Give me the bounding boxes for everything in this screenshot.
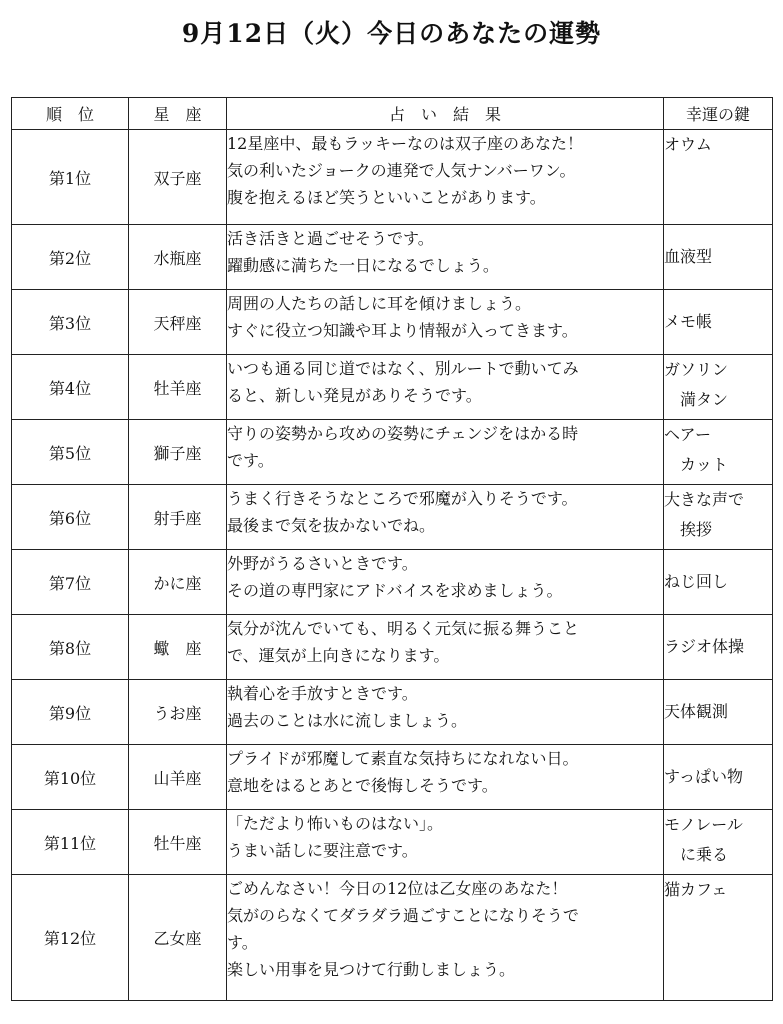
result-cell bbox=[227, 130, 664, 225]
lucky-key-line: ガソリン bbox=[664, 360, 729, 379]
table-row bbox=[12, 810, 773, 875]
lucky-key-line: 挨拶 bbox=[680, 520, 713, 539]
result-line: で、運気が上向きになります。 bbox=[227, 646, 450, 665]
lucky-key-line: 血液型 bbox=[664, 247, 713, 266]
result-cell bbox=[227, 485, 664, 550]
sign-cell: 双子座 bbox=[129, 130, 227, 225]
result-cell bbox=[227, 290, 664, 355]
table-row bbox=[12, 130, 773, 225]
fortune-table bbox=[11, 97, 773, 1001]
rank-cell: 第5位 bbox=[12, 420, 129, 485]
rank-cell: 第4位 bbox=[12, 355, 129, 420]
result-line: プライドが邪魔して素直な気持ちになれない日。 bbox=[227, 749, 579, 768]
result-line: 気の利いたジョークの連発で人気ナンバーワン。 bbox=[227, 161, 576, 180]
lucky-key-line: 満タン bbox=[680, 390, 729, 409]
table-row bbox=[12, 355, 773, 420]
lucky-key-line: 猫カフェ bbox=[664, 880, 728, 899]
lucky-key-line: すっぱい物 bbox=[664, 767, 744, 786]
lucky-key-line: ラジオ体操 bbox=[664, 637, 745, 656]
lucky-key-line: に乗る bbox=[680, 845, 729, 864]
result-line: 外野がうるさいときです。 bbox=[227, 554, 418, 573]
table-row bbox=[12, 550, 773, 615]
result-line: 「ただより怖いものはない」。 bbox=[227, 814, 444, 833]
sign-cell: 水瓶座 bbox=[129, 225, 227, 290]
result-line: です。 bbox=[227, 451, 274, 470]
lucky-key-cell bbox=[664, 130, 773, 225]
lucky-key-cell bbox=[664, 615, 773, 680]
rank-cell: 第3位 bbox=[12, 290, 129, 355]
sign-cell: 蠍 座 bbox=[129, 615, 227, 680]
sign-cell: うお座 bbox=[129, 680, 227, 745]
result-line: うまく行きそうなところで邪魔が入りそうです。 bbox=[227, 489, 578, 508]
sign-cell: かに座 bbox=[129, 550, 227, 615]
rank-cell: 第1位 bbox=[12, 130, 129, 225]
lucky-key-cell bbox=[664, 225, 773, 290]
sign-cell: 乙女座 bbox=[129, 875, 227, 1001]
result-line: 守りの姿勢から攻めの姿勢にチェンジをはかる時 bbox=[227, 424, 579, 443]
result-line: 執着心を手放すときです。 bbox=[227, 684, 418, 703]
rank-cell: 第11位 bbox=[12, 810, 129, 875]
result-cell bbox=[227, 875, 664, 1001]
header-sign: 星 座 bbox=[129, 98, 227, 130]
result-cell bbox=[227, 420, 664, 485]
result-cell bbox=[227, 680, 664, 745]
table-row bbox=[12, 875, 773, 1001]
lucky-key-line: 天体観測 bbox=[664, 702, 729, 721]
table-row bbox=[12, 225, 773, 290]
header-rank: 順 位 bbox=[12, 98, 129, 130]
result-line: うまい話しに要注意です。 bbox=[227, 841, 418, 860]
table-row bbox=[12, 745, 773, 810]
sign-cell: 牡羊座 bbox=[129, 355, 227, 420]
lucky-key-cell bbox=[664, 810, 773, 875]
result-cell bbox=[227, 550, 664, 615]
lucky-key-line: カット bbox=[680, 455, 728, 474]
result-cell bbox=[227, 810, 664, 875]
result-line: 意地をはるとあとで後悔しそうです。 bbox=[227, 776, 498, 795]
table-row bbox=[12, 485, 773, 550]
lucky-key-line: 大きな声で bbox=[664, 490, 745, 509]
result-line: 周囲の人たちの話しに耳を傾けましょう。 bbox=[227, 294, 532, 313]
lucky-key-cell bbox=[664, 355, 773, 420]
result-line: その道の専門家にアドバイスを求めましょう。 bbox=[227, 581, 563, 600]
lucky-key-cell bbox=[664, 290, 773, 355]
lucky-key-cell bbox=[664, 420, 773, 485]
result-line: 躍動感に満ちた一日になるでしょう。 bbox=[227, 256, 499, 275]
rank-cell: 第7位 bbox=[12, 550, 129, 615]
lucky-key-cell bbox=[664, 550, 773, 615]
lucky-key-line: メモ帳 bbox=[664, 312, 713, 331]
header-key: 幸運の鍵 bbox=[664, 98, 773, 130]
result-line: 過去のことは水に流しましょう。 bbox=[227, 711, 468, 730]
result-line: 気がのらなくてダラダラ過ごすことになりそうで bbox=[227, 906, 579, 925]
lucky-key-line: オウム bbox=[664, 135, 712, 154]
sign-cell: 山羊座 bbox=[129, 745, 227, 810]
sign-cell: 射手座 bbox=[129, 485, 227, 550]
sign-cell: 牡牛座 bbox=[129, 810, 227, 875]
result-line: 楽しい用事を見つけて行動しましょう。 bbox=[227, 960, 516, 979]
rank-cell: 第8位 bbox=[12, 615, 129, 680]
table-row bbox=[12, 420, 773, 485]
result-cell bbox=[227, 745, 664, 810]
result-line: 腹を抱えるほど笑うといいことがあります。 bbox=[227, 188, 546, 207]
lucky-key-cell bbox=[664, 485, 773, 550]
table-row bbox=[12, 615, 773, 680]
result-line: 気分が沈んでいても、明るく元気に振る舞うこと bbox=[227, 619, 580, 638]
result-line: すぐに役立つ知識や耳より情報が入ってきます。 bbox=[227, 321, 578, 340]
lucky-key-cell bbox=[664, 875, 773, 1001]
sign-cell: 獅子座 bbox=[129, 420, 227, 485]
rank-cell: 第9位 bbox=[12, 680, 129, 745]
rank-cell: 第2位 bbox=[12, 225, 129, 290]
rank-cell: 第12位 bbox=[12, 875, 129, 1001]
table-row bbox=[12, 290, 773, 355]
lucky-key-line: ヘアー bbox=[664, 425, 712, 444]
page-title: 9月12日（火）今日のあなたの運勢 bbox=[181, 19, 602, 48]
result-line: ごめんなさい！今日の12位は乙女座のあなた！ bbox=[227, 879, 568, 898]
rank-cell: 第6位 bbox=[12, 485, 129, 550]
sign-cell: 天秤座 bbox=[129, 290, 227, 355]
result-cell bbox=[227, 615, 664, 680]
result-cell bbox=[227, 225, 664, 290]
result-line: 活き活きと過ごせそうです。 bbox=[227, 229, 434, 248]
rank-cell: 第10位 bbox=[12, 745, 129, 810]
result-line: ると、新しい発見がありそうです。 bbox=[227, 386, 482, 405]
result-line: 最後まで気を抜かないでね。 bbox=[227, 516, 436, 535]
lucky-key-cell bbox=[664, 680, 773, 745]
table-header-row bbox=[12, 98, 773, 130]
header-result: 占 い 結 果 bbox=[227, 98, 664, 130]
lucky-key-cell bbox=[664, 745, 773, 810]
lucky-key-line: ねじ回し bbox=[664, 572, 729, 591]
result-line: す。 bbox=[227, 933, 258, 952]
result-line: 12星座中、最もラッキーなのは双子座のあなた！ bbox=[227, 134, 584, 153]
lucky-key-line: モノレール bbox=[664, 815, 743, 834]
table-row bbox=[12, 680, 773, 745]
result-cell bbox=[227, 355, 664, 420]
result-line: いつも通る同じ道ではなく、別ルートで動いてみ bbox=[227, 359, 579, 378]
